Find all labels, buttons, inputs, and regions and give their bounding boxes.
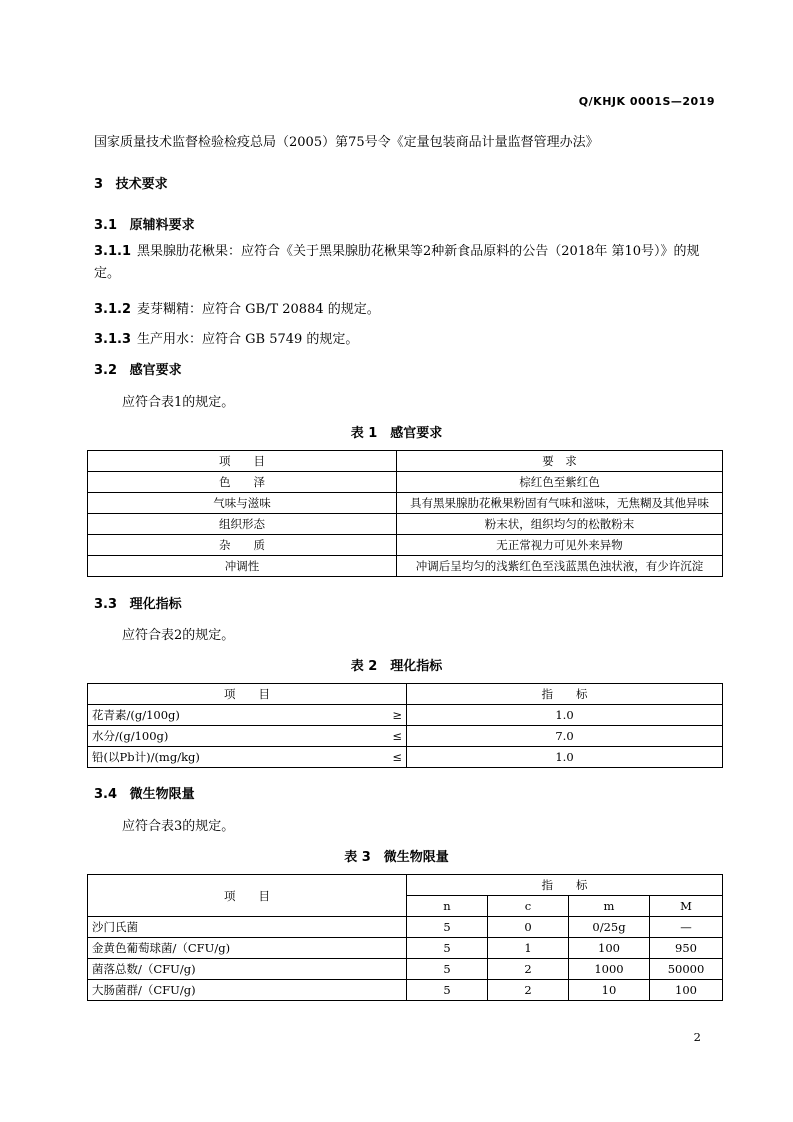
value-cell: 50000 (650, 959, 723, 980)
value-cell: 1.0 (407, 747, 723, 768)
table-row (88, 472, 723, 493)
value-cell: 2 (488, 959, 569, 980)
requirement-cell: 粉末状，组织均匀的松散粉末 (397, 514, 723, 535)
table-row (88, 556, 723, 577)
value-cell: 2 (488, 980, 569, 1001)
item-cell: 金黄色葡萄球菌/（CFU/g) (88, 938, 407, 959)
section-3-1-heading (94, 214, 195, 233)
value-cell: 5 (407, 959, 488, 980)
section-title: 理化指标 (129, 597, 182, 612)
table-row (88, 726, 723, 747)
section-number: 3.3 (94, 597, 118, 612)
clause-text: 生产用水：应符合 GB 5749 的规定。 (137, 332, 359, 347)
clause-number: 3.1.3 (94, 332, 132, 347)
value-cell: 5 (407, 980, 488, 1001)
section-number: 3.4 (94, 787, 118, 802)
item-cell (88, 726, 407, 747)
item-label: 铅(以Pb计)/(mg/kg) (92, 750, 200, 764)
table-2-physicochemical (87, 683, 723, 768)
comparison-symbol: ≤ (392, 729, 402, 743)
item-cell: 冲调性 (88, 556, 397, 577)
table-row (88, 705, 723, 726)
section-3-heading (94, 173, 168, 192)
item-cell: 沙门氏菌 (88, 917, 407, 938)
header-cell: 指 标 (407, 684, 723, 705)
clause-3-1-2 (94, 298, 380, 317)
value-cell: 1 (488, 938, 569, 959)
header-cell: 项 目 (88, 875, 407, 917)
value-cell: 10 (569, 980, 650, 1001)
value-cell: 1.0 (407, 705, 723, 726)
item-cell: 色 泽 (88, 472, 397, 493)
item-cell: 菌落总数/（CFU/g) (88, 959, 407, 980)
table-row (88, 938, 723, 959)
page-number: 2 (693, 1030, 701, 1044)
value-cell: 100 (569, 938, 650, 959)
subheader-cell: n (407, 896, 488, 917)
header-group-cell: 指 标 (407, 875, 723, 896)
item-cell: 大肠菌群/（CFU/g) (88, 980, 407, 1001)
table-header-row (88, 875, 723, 896)
section-title: 微生物限量 (129, 787, 195, 802)
value-cell: 5 (407, 938, 488, 959)
clause-text: 麦芽糊精：应符合 GB/T 20884 的规定。 (137, 302, 380, 317)
item-cell (88, 705, 407, 726)
section-3-4-body: 应符合表3的规定。 (122, 819, 235, 834)
table-header-row (88, 451, 723, 472)
requirement-cell: 棕红色至紫红色 (397, 472, 723, 493)
value-cell: 950 (650, 938, 723, 959)
table-row (88, 747, 723, 768)
clause-number: 3.1.1 (94, 244, 132, 259)
subheader-cell: M (650, 896, 723, 917)
section-number: 3 (94, 177, 104, 192)
value-cell: 0/25g (569, 917, 650, 938)
header-cell: 项 目 (88, 684, 407, 705)
table-2-caption: 表 2 理化指标 (350, 659, 443, 674)
section-number: 3.1 (94, 218, 118, 233)
value-cell: 1000 (569, 959, 650, 980)
clause-3-1-3 (94, 328, 358, 347)
section-3-2-body: 应符合表1的规定。 (122, 395, 235, 410)
clause-number: 3.1.2 (94, 302, 132, 317)
item-cell (88, 747, 407, 768)
item-cell: 气味与滋味 (88, 493, 397, 514)
item-cell: 杂 质 (88, 535, 397, 556)
standard-code-header: Q/KHJK 0001S—2019 (578, 95, 715, 108)
table-row (88, 980, 723, 1001)
section-title: 原辅料要求 (129, 218, 195, 233)
section-3-4-heading (94, 783, 195, 802)
header-cell: 要 求 (397, 451, 723, 472)
requirement-cell: 无正常视力可见外来异物 (397, 535, 723, 556)
item-label: 花青素/(g/100g) (92, 708, 180, 722)
section-title: 技术要求 (115, 177, 168, 192)
section-3-2-heading (94, 359, 182, 378)
clause-3-1-1 (94, 241, 724, 285)
table-3-microbial (87, 874, 723, 1001)
table-row (88, 959, 723, 980)
value-cell: 7.0 (407, 726, 723, 747)
table-1-caption: 表 1 感官要求 (350, 426, 443, 441)
subheader-cell: c (488, 896, 569, 917)
value-cell: 5 (407, 917, 488, 938)
section-title: 感官要求 (129, 363, 182, 378)
value-cell: — (650, 917, 723, 938)
table-row (88, 535, 723, 556)
item-cell: 组织形态 (88, 514, 397, 535)
section-3-3-body: 应符合表2的规定。 (122, 628, 235, 643)
requirement-cell: 冲调后呈均匀的浅紫红色至浅蓝黑色浊状液，有少许沉淀 (397, 556, 723, 577)
value-cell: 100 (650, 980, 723, 1001)
comparison-symbol: ≥ (392, 708, 402, 722)
table-row (88, 493, 723, 514)
table-3-caption: 表 3 微生物限量 (344, 850, 449, 865)
intro-line: 国家质量技术监督检验检疫总局（2005）第75号令《定量包装商品计量监督管理办法》 (94, 135, 599, 150)
table-row (88, 514, 723, 535)
table-row (88, 917, 723, 938)
header-cell: 项 目 (88, 451, 397, 472)
clause-text: 黑果腺肋花楸果：应符合《关于黑果腺肋花楸果等2种新食品原料的公告（2018年 第10号）》的规定。 (94, 244, 700, 281)
subheader-cell: m (569, 896, 650, 917)
value-cell: 0 (488, 917, 569, 938)
comparison-symbol: ≤ (392, 750, 402, 764)
section-3-3-heading (94, 593, 182, 612)
item-label: 水分/(g/100g) (92, 729, 169, 743)
requirement-cell: 具有黑果腺肋花楸果粉固有气味和滋味，无焦糊及其他异味 (397, 493, 723, 514)
table-header-row (88, 684, 723, 705)
section-number: 3.2 (94, 363, 118, 378)
table-1-sensory (87, 450, 723, 577)
